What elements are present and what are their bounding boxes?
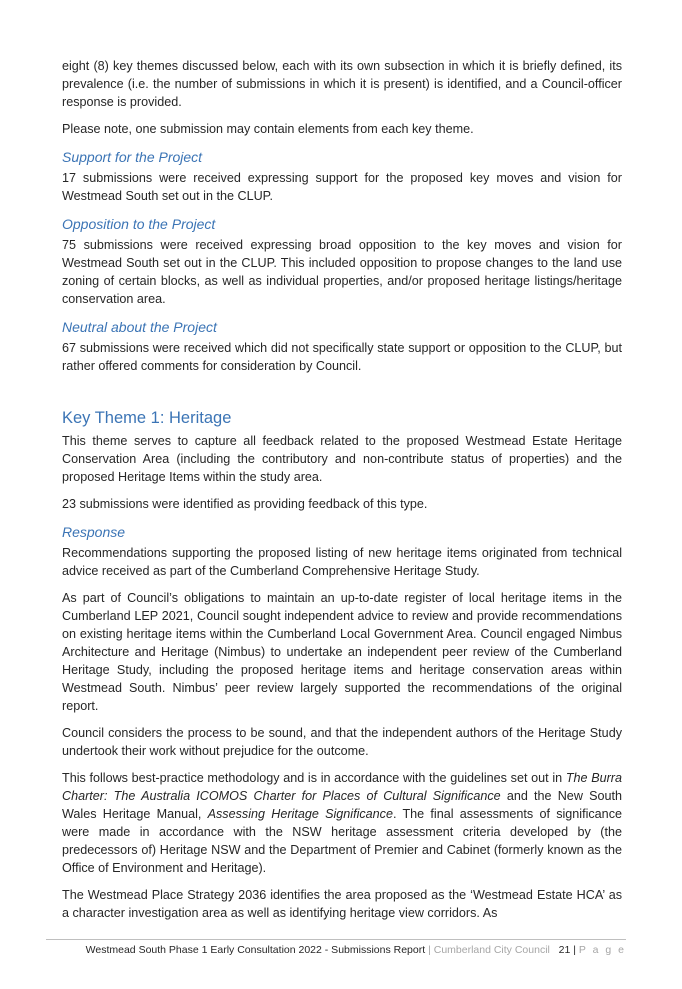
response-paragraph-5: The Westmead Place Strategy 2036 identifies the area proposed as the ‘Westmead Estate HCA’ as a character investigation area as well as identifying heritage view corridors. As — [62, 888, 622, 920]
intro-paragraph: eight (8) key themes discussed below, each with its own subsection in which it is briefly defined, its prevalence (i.e. the number of submissions in which it is present) is identified, and a Council-officer response is provided. — [62, 59, 622, 109]
heritage-manual-title: Assessing Heritage Significance — [207, 807, 393, 821]
response-paragraph-2: As part of Council’s obligations to maintain an up-to-date register of local heritage items in the Cumberland LEP 2021, Council sought independent advice to review and provide recommendations on existing heritage items within the Cumberland Local Government Area. Council engaged Nimbus Architecture and Heritage (Nimbus) to undertake an independent peer review of the Cumberland Heritage Study, including the proposed heritage items and heritage conservation areas within Westmead South. Nimbus’ peer review largely supported the recommendations of the original report. — [62, 591, 622, 713]
page-footer — [46, 939, 626, 957]
opposition-paragraph: 75 submissions were received expressing broad opposition to the key moves and vision for Westmead South set out in the CLUP. This included opposition to propose changes to the land use zoning of certain blocks, as well as individual properties, and/or proposed heritage listings/heritage conservation area. — [62, 238, 622, 306]
footer-report-title: Westmead South Phase 1 Early Consultation 2022 - Submissions Report — [85, 944, 426, 956]
response-heading: Response — [62, 524, 126, 540]
support-paragraph: 17 submissions were received expressing support for the proposed key moves and vision for Westmead South set out in the CLUP. — [62, 171, 622, 203]
theme-paragraph: This theme serves to capture all feedback related to the proposed Westmead Estate Heritage Conservation Area (including the contributory and non-contribute status of properties) and the proposed Heritage Items within the study area. — [62, 434, 622, 484]
burra-charter-title: The Burra Charter: The Australia ICOMOS Charter for Places of Cultural Significance — [62, 771, 622, 803]
neutral-paragraph: 67 submissions were received which did not specifically state support or opposition to the CLUP, but rather offered comments for consideration by Council. — [62, 341, 622, 373]
response-paragraph-3: Council considers the process to be sound, and that the independent authors of the Heritage Study undertook their work without prejudice for the outcome. — [62, 726, 622, 758]
support-heading: Support for the Project — [62, 149, 203, 165]
text-run: This follows best-practice methodology and is in accordance with the guidelines set out in — [62, 771, 566, 785]
opposition-heading: Opposition to the Project — [62, 216, 216, 232]
footer-separator: | — [428, 944, 431, 956]
page-content — [62, 57, 622, 931]
text-run: and the New South Wales Heritage Manual, — [62, 789, 622, 821]
theme-count-paragraph: 23 submissions were identified as providing feedback of this type. — [62, 497, 428, 511]
page-label: P a g e — [578, 944, 626, 956]
response-paragraph-1: Recommendations supporting the proposed listing of new heritage items originated from technical advice received as part of the Cumberland Comprehensive Heritage Study. — [62, 546, 622, 578]
neutral-heading: Neutral about the Project — [62, 319, 217, 335]
page-number: 21 — [558, 944, 571, 956]
note-paragraph: Please note, one submission may contain elements from each key theme. — [62, 122, 474, 136]
text-run: . The final assessments of significance were made in accordance with the NSW heritage assessment criteria developed by (the predecessors of) Heritage NSW and the Department of Premier and Cabinet (formerly known as the Office of Environment and Heritage). — [62, 807, 622, 875]
footer-council: Cumberland City Council — [433, 944, 550, 956]
response-paragraph-4 — [62, 769, 622, 877]
key-theme-heading: Key Theme 1: Heritage — [62, 409, 232, 427]
footer-separator: | — [573, 944, 576, 956]
